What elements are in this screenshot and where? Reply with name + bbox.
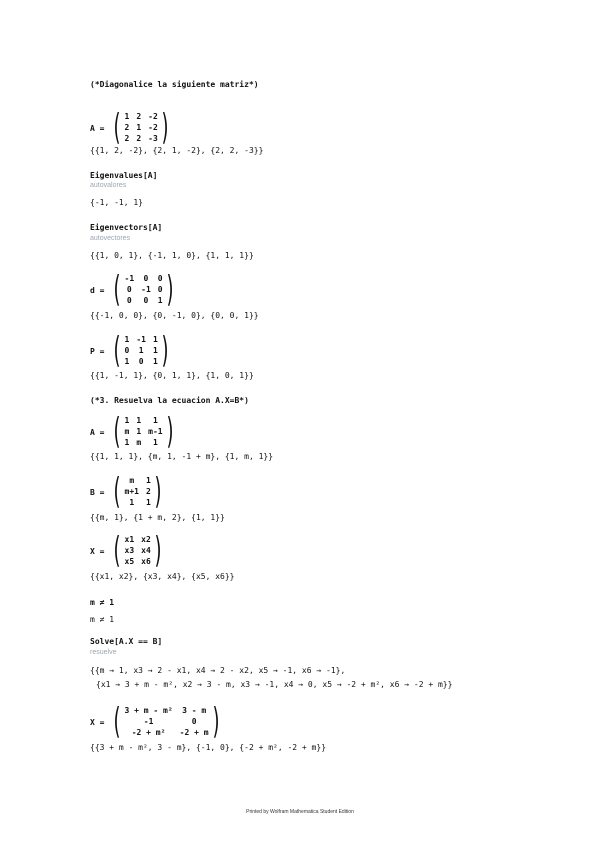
solve-output-line-1: {{m → 1, x3 → 2 - x1, x4 → 2 - x2, x5 → -1, x6 → -1}, [90,666,346,675]
matrix-cell: x5 [124,557,135,566]
matrix-cell: -3 [148,134,158,143]
matrix-cell: 0 [157,274,163,283]
matrix-cell: 2 [145,487,151,496]
matrix-cell: -2 [148,123,158,132]
comment-diagonalize: (*Diagonalice la siguiente matriz*) [90,80,259,89]
right-paren: ) [166,411,174,452]
solve-hint: resuelve [90,649,117,656]
matrix-x-grid [125,535,151,567]
left-paren: ( [113,471,121,512]
matrix-cell: -1 [124,274,135,283]
matrix-b-definition [90,471,165,512]
condition-output: m ≠ 1 [90,615,115,624]
matrix-cell: 2 [136,112,142,121]
matrix-x2-label: X = [90,717,105,727]
left-paren: ( [113,269,121,310]
matrix-cell: x4 [141,546,151,555]
matrix-p-output: {{1, -1, 1}, {0, 1, 1}, {1, 0, 1}} [90,371,254,380]
left-paren: ( [113,107,121,148]
matrix-p-definition [90,330,172,371]
matrix-cell: 1 [136,416,142,425]
matrix-cell: 1 [152,416,158,425]
matrix-a-definition [90,107,172,148]
matrix-cell: 1 [152,346,158,355]
matrix-x2-definition [90,701,223,742]
matrix-d-label: d = [90,285,105,295]
matrix-a-output: {{1, 2, -2}, {2, 1, -2}, {2, 2, -3}} [90,146,264,155]
left-paren: ( [113,701,121,742]
left-paren: ( [113,330,121,371]
print-footer: Printed by Wolfram Mathematica Student Edition [246,809,354,815]
matrix-cell: x6 [141,557,151,566]
matrix-d-output: {{-1, 0, 0}, {0, -1, 0}, {0, 0, 1}} [90,311,259,320]
matrix-a2-label: A = [90,427,105,437]
eigenvectors-output: {{1, 0, 1}, {-1, 1, 0}, {1, 1, 1}} [90,251,254,260]
matrix-cell: 1 [145,498,151,507]
matrix-p-grid [125,335,158,367]
matrix-cell: 1 [124,438,130,447]
matrix-cell: -1 [136,335,146,344]
matrix-p-label: P = [90,346,105,356]
matrix-x-definition [90,530,165,571]
matrix-cell: -2 + m² [131,728,166,737]
matrix-cell: 1 [145,476,151,485]
eigenvalues-hint: autovalores [90,182,127,189]
right-paren: ) [161,107,169,148]
matrix-cell: 1 [124,112,130,121]
matrix-cell: m [129,476,135,485]
matrix-cell: 2 [124,134,130,143]
eigenvalues-output: {-1, -1, 1} [90,198,143,207]
left-paren: ( [113,530,121,571]
eigenvalues-input: Eigenvalues[A] [90,171,158,180]
matrix-x-output: {{x1, x2}, {x3, x4}, {x5, x6}} [90,572,235,581]
matrix-cell: 2 [124,123,130,132]
left-paren: ( [113,411,121,452]
matrix-cell: 3 + m - m² [124,706,173,715]
matrix-cell: m+1 [124,487,139,496]
matrix-cell: 0 [157,285,163,294]
matrix-d-definition [90,269,177,310]
matrix-x2-output: {{3 + m - m², 3 - m}, {-1, 0}, {-2 + m², -2 + m}} [90,743,327,752]
right-paren: ) [161,330,169,371]
matrix-cell: -1 [143,717,154,726]
comment-solve-equation: (*3. Resuelva la ecuacion A.X=B*) [90,396,249,405]
matrix-d-grid [125,274,163,306]
solve-input: Solve[A.X == B] [90,637,163,646]
matrix-cell: 0 [126,285,132,294]
matrix-cell: m-1 [148,427,163,436]
matrix-cell: 1 [124,335,130,344]
matrix-a2-output: {{1, 1, 1}, {m, 1, -1 + m}, {1, m, 1}} [90,452,274,461]
matrix-cell: x1 [124,535,135,544]
matrix-cell: x3 [124,546,135,555]
solve-output-line-2: {x1 → 3 + m - m², x2 → 3 - m, x3 → -1, x4 → 0, x5 → -2 + m², x6 → -2 + m}} [96,680,453,689]
matrix-cell: 1 [124,416,130,425]
matrix-cell: 1 [152,357,158,366]
matrix-cell: 1 [136,123,142,132]
matrix-cell: 1 [152,438,158,447]
matrix-cell: 0 [191,717,197,726]
matrix-cell: 1 [157,296,163,305]
matrix-b-grid [125,476,151,508]
right-paren: ) [154,530,162,571]
eigenvectors-input: Eigenvectors[A] [90,223,163,232]
matrix-x2-grid [125,706,209,738]
matrix-cell: 3 - m [182,706,207,715]
matrix-cell: m [124,427,130,436]
matrix-a-grid [125,112,158,144]
matrix-cell: 2 [136,134,142,143]
matrix-x-label: X = [90,546,105,556]
matrix-cell: 0 [124,346,130,355]
matrix-cell: 0 [126,296,132,305]
matrix-cell: -1 [141,285,151,294]
matrix-cell: 0 [143,274,149,283]
matrix-cell: 1 [124,357,130,366]
matrix-cell: 1 [129,498,135,507]
matrix-a2-grid [125,416,163,448]
matrix-cell: x2 [141,535,151,544]
right-paren: ) [212,701,220,742]
matrix-cell: 0 [138,357,144,366]
matrix-cell: -2 + m [179,728,209,737]
condition-input: m ≠ 1 [90,598,115,607]
matrix-cell: 1 [138,346,144,355]
eigenvectors-hint: autovectores [90,235,131,242]
right-paren: ) [154,471,162,512]
right-paren: ) [166,269,174,310]
matrix-cell: -2 [148,112,158,121]
matrix-cell: 1 [136,427,142,436]
matrix-a-label: A = [90,123,105,133]
matrix-cell: 1 [152,335,158,344]
matrix-b-output: {{m, 1}, {1 + m, 2}, {1, 1}} [90,513,225,522]
matrix-b-label: B = [90,487,105,497]
matrix-a2-definition [90,411,177,452]
matrix-cell: 0 [143,296,149,305]
matrix-cell: m [136,438,142,447]
